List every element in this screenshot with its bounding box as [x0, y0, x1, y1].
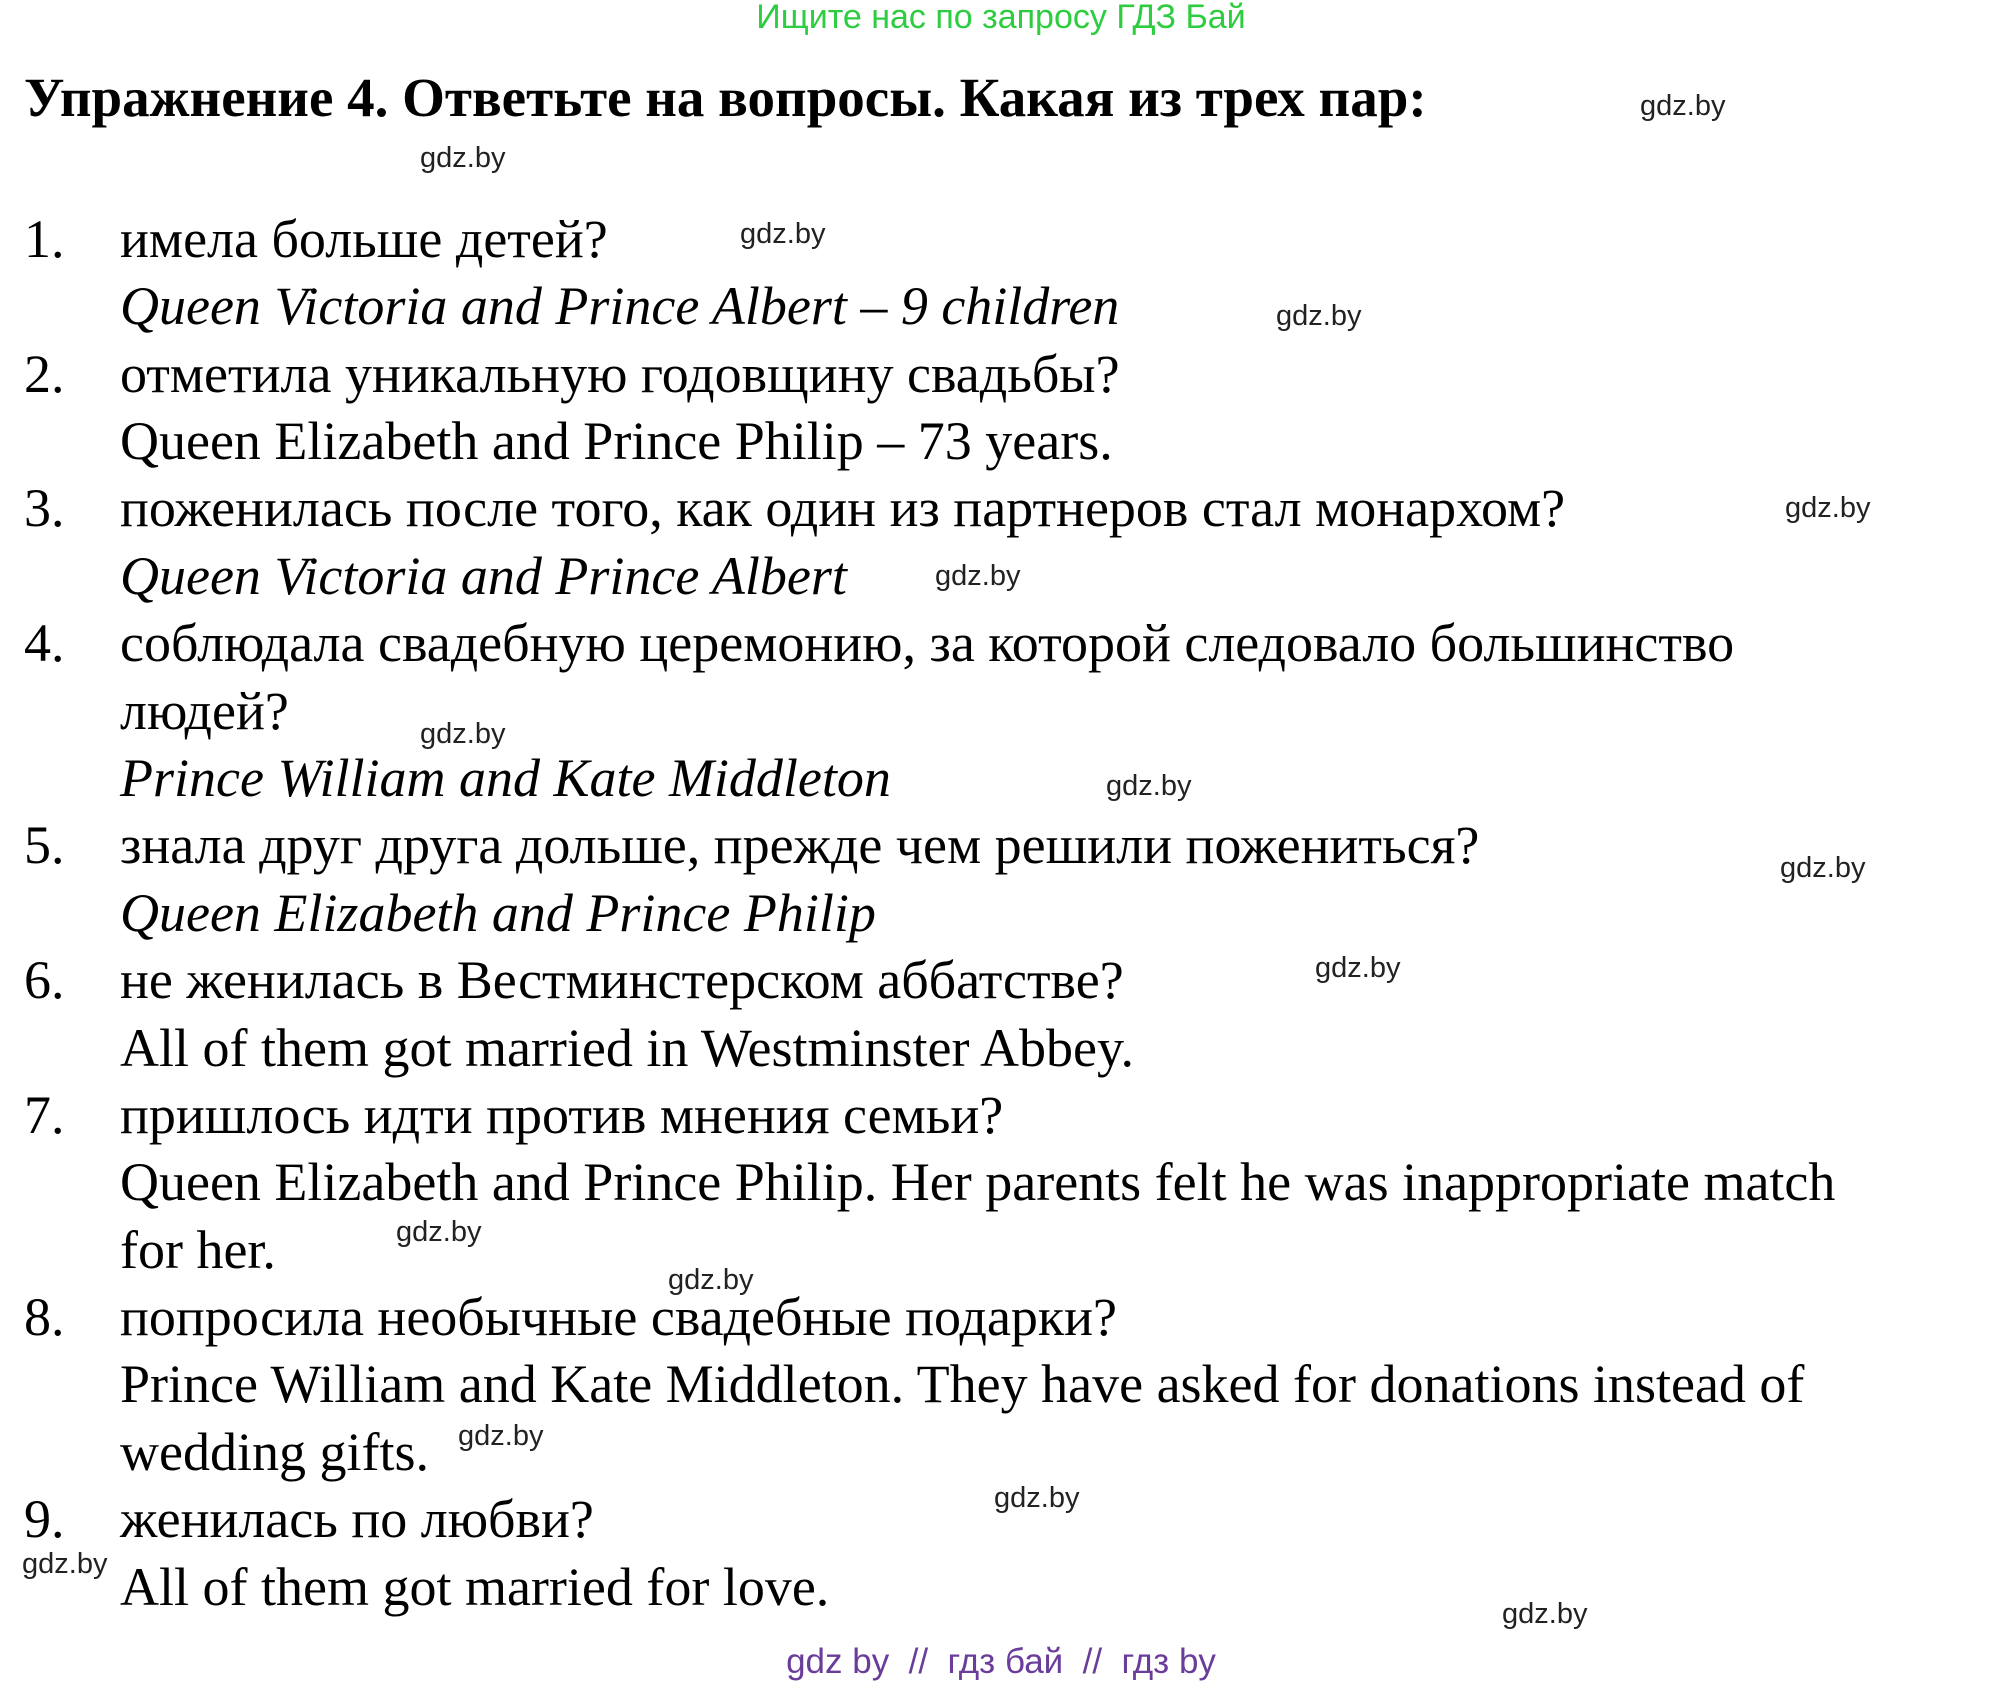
question-text: имела больше детей? — [120, 209, 608, 269]
item-number: 3. — [24, 478, 65, 538]
item-number: 7. — [24, 1085, 65, 1145]
watermark: gdz.by — [740, 218, 826, 250]
question-text: отметила уникальную годовщину свадьбы? — [120, 344, 1120, 404]
answer-text-continued: for her. — [120, 1220, 276, 1280]
watermark: gdz.by — [994, 1482, 1080, 1514]
item-number: 9. — [24, 1489, 65, 1549]
watermark: gdz.by — [1640, 90, 1726, 122]
watermark: gdz.by — [668, 1264, 754, 1296]
answer-text: Queen Victoria and Prince Albert – 9 children — [120, 276, 1120, 336]
question-text: попросила необычные свадебные подарки? — [120, 1287, 1118, 1347]
question-text: не женилась в Вестминстерском аббатстве? — [120, 950, 1124, 1010]
answer-text: Queen Elizabeth and Prince Philip — [120, 883, 876, 943]
question-text: соблюдала свадебную церемонию, за которой следовало большинство — [120, 613, 1735, 673]
answer-text: All of them got married in Westminster Abbey. — [120, 1018, 1134, 1078]
question-text: женилась по любви? — [120, 1489, 594, 1549]
item-number: 2. — [24, 344, 65, 404]
question-text-continued: людей? — [120, 681, 289, 741]
exercise-title: Упражнение 4. Ответьте на вопросы. Какая из трех пар: — [24, 67, 1427, 128]
answer-text: Queen Victoria and Prince Albert — [120, 546, 847, 606]
item-number: 1. — [24, 209, 65, 269]
item-number: 8. — [24, 1287, 65, 1347]
question-text: знала друг друга дольше, прежде чем решили пожениться? — [120, 815, 1480, 875]
watermark: gdz.by — [935, 560, 1021, 592]
watermark: gdz.by — [420, 142, 506, 174]
watermark: gdz.by — [1106, 770, 1192, 802]
watermark: gdz.by — [22, 1548, 108, 1580]
watermark: gdz.by — [420, 718, 506, 750]
question-text: пришлось идти против мнения семьи? — [120, 1085, 1004, 1145]
item-number: 6. — [24, 950, 65, 1010]
question-text: поженилась после того, как один из партнеров стал монархом? — [120, 478, 1566, 538]
top-banner: Ищите нас по запросу ГДЗ Бай — [756, 0, 1246, 36]
watermark: gdz.by — [396, 1216, 482, 1248]
item-number: 5. — [24, 815, 65, 875]
watermark: gdz.by — [1276, 300, 1362, 332]
answer-text: All of them got married for love. — [120, 1557, 830, 1617]
item-number: 4. — [24, 613, 65, 673]
footer-links: gdz by // гдз бай // гдз by — [786, 1642, 1216, 1681]
watermark: gdz.by — [1780, 852, 1866, 884]
answer-text: Prince William and Kate Middleton — [120, 748, 891, 808]
answer-text: Queen Elizabeth and Prince Philip. Her parents felt he was inappropriate match — [120, 1152, 1836, 1212]
watermark: gdz.by — [458, 1420, 544, 1452]
watermark: gdz.by — [1502, 1598, 1588, 1630]
watermark: gdz.by — [1785, 492, 1871, 524]
answer-text: Queen Elizabeth and Prince Philip – 73 years. — [120, 411, 1113, 471]
watermark: gdz.by — [1315, 952, 1401, 984]
answer-text-continued: wedding gifts. — [120, 1422, 429, 1482]
answer-text: Prince William and Kate Middleton. They have asked for donations instead of — [120, 1354, 1805, 1414]
